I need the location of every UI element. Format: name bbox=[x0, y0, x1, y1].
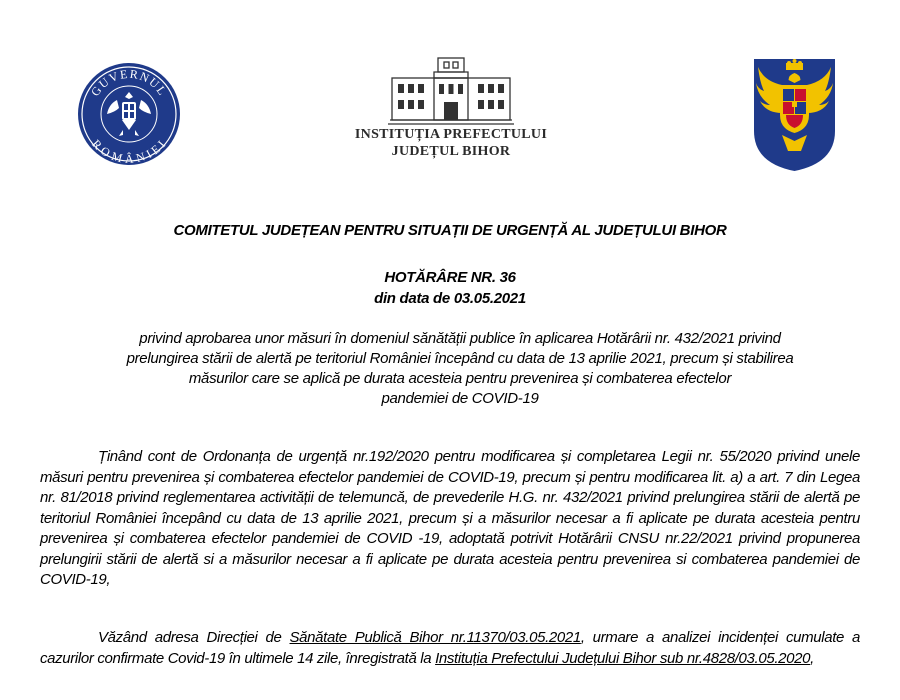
decision-block bbox=[60, 267, 840, 309]
government-seal-logo bbox=[77, 62, 181, 166]
paragraph-considering bbox=[40, 447, 860, 591]
decision-title: HOTĂRÂRE NR. 36 bbox=[384, 269, 516, 286]
building-icon bbox=[386, 54, 516, 126]
subject-line: privind aprobarea unor măsuri în domeniul sănătății publice în aplicarea Hotărârii nr. 432/2021 privind bbox=[139, 330, 781, 347]
decision-date: din data de 03.05.2021 bbox=[374, 290, 526, 307]
subject-line: pandemiei de COVID-19 bbox=[381, 390, 539, 407]
paragraph-considering-text: Ținând cont de Ordonanța de urgență nr.192/2020 pentru modificarea și completarea Legii nr. 55/2020 privind unele măsuri pentru prevenirea și combaterea efectelor pandemiei de COVID-19, precum și pentru modificarea lit. a) a art. 7 din Legea nr. 81/2018 privind reglementarea activității de telemuncă, de prevederile H.G. nr. 432/2021 privind prelungirea stării de alertă pe teritoriul României începând cu data de 13 aprilie 2021, precum și a măsurilor necesar a fi aplicate pe durata acesteia pentru prevenirea și combaterea efectelor pandemiei de COVID -19, adoptată potrivit Hotărârii CNSU nr.22/2021 privind propunerea prelungirii stării de alertă si a măsurilor necesar a fi aplicate pe durata acesteia pentru prevenirea si combaterea pandemiei de COVID-19, bbox=[40, 448, 860, 588]
paragraph-noting-part1: Văzând adresa Direcției de bbox=[98, 629, 290, 646]
decision-subject bbox=[60, 329, 860, 409]
institution-name-line1: INSTITUȚIA PREFECTULUI bbox=[354, 127, 548, 142]
seal-text-top: GUVERNUL bbox=[87, 66, 171, 99]
subject-line: prelungirea stării de alertă pe teritoriul României începând cu data de 13 aprilie 2021, precum și stabilirea bbox=[126, 350, 794, 367]
prefecture-reference: Instituția Prefectului Județului Bihor sub nr.4828/03.05.2020 bbox=[435, 649, 811, 667]
institution-name-line2: JUDEȚUL BIHOR bbox=[391, 144, 511, 159]
coat-of-arms-logo bbox=[752, 57, 837, 172]
paragraph-noting bbox=[40, 628, 860, 669]
committee-title: COMITETUL JUDEȚEAN PENTRU SITUAȚII DE URGENȚĂ AL JUDEȚULUI BIHOR bbox=[173, 222, 727, 239]
seal-text-bottom: ROMÂNIEI bbox=[89, 136, 170, 166]
dsp-reference: Sănătate Publică Bihor nr.11370/03.05.2021 bbox=[289, 629, 581, 646]
institution-logo bbox=[338, 54, 564, 166]
paragraph-noting-part2: , urmare a analizei incidenței cumulate a cazurilor confirmate Covid-19 în ultimele 14 zile, înregistrată la bbox=[40, 629, 860, 667]
paragraph-noting-part3: , bbox=[810, 649, 814, 667]
subject-line: măsurilor care se aplică pe durata acesteia pentru prevenirea și combaterea efectelor bbox=[188, 370, 732, 387]
